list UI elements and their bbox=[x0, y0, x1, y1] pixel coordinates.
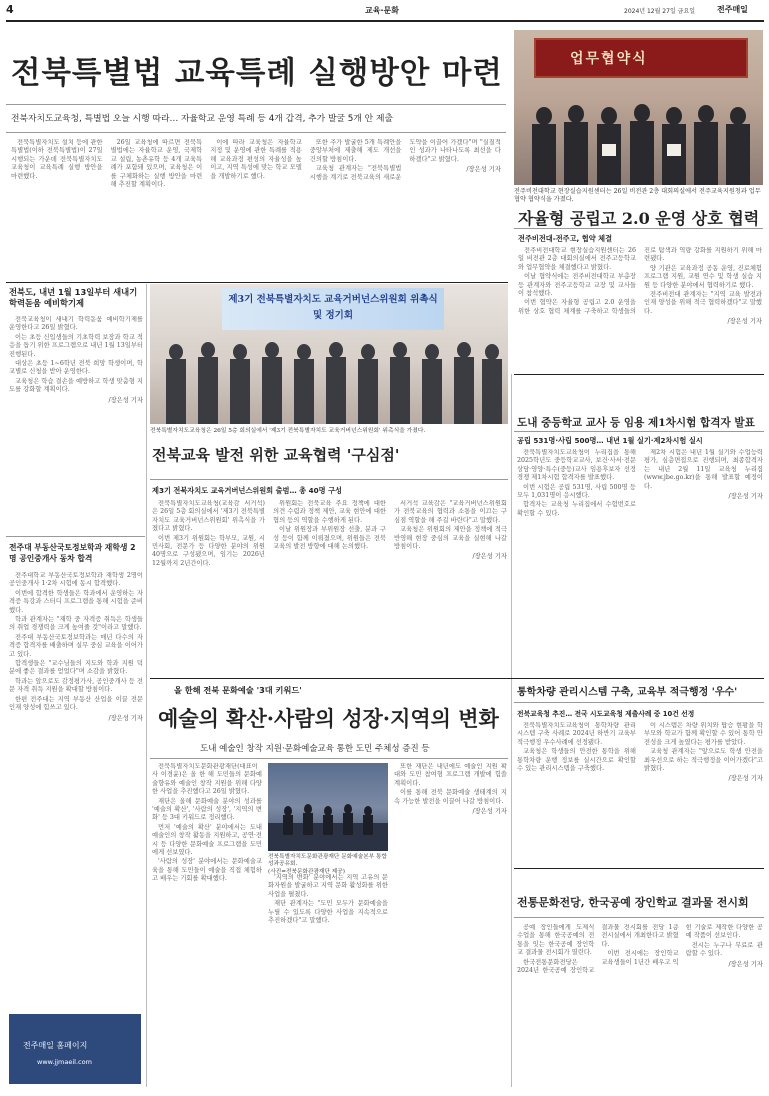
header-rule bbox=[6, 20, 764, 22]
culture-headline: 예술의 확산·사람의 성장·지역의 변화 bbox=[158, 706, 499, 731]
lead-subtitle: 전북자치도교육청, 특별법 오늘 시행 따라… 자율학교 운영 특례 등 4개 갑격, 추가 발굴 5개 안 제출 bbox=[11, 114, 393, 124]
culture-photo bbox=[268, 763, 388, 851]
page-number: 4 bbox=[6, 3, 14, 16]
governance-photo bbox=[150, 284, 508, 424]
integrity-headline: 통학차량 관리시스템 구축, 교육부 적극행정 '우수' bbox=[517, 687, 738, 698]
governance-people bbox=[150, 332, 508, 424]
vocational-body: 전주비전대학교 현장실습지원센터는 26일 비전관 2층 대회의실에서 전주고등학교와 업무협약을 체결했다고 밝혔다. 이날 협약식에는 전주비전대학교 부총장 등 관계자와 전주고등학교 교장 및 교사들이 참석했다. 이번 협약은 자율형 공립고 2.0 운영을 위한 상호 협력 체계를 구축하고 학생들의 진로 탐색과 역량 강화를 지원하기 위해 마련됐다. 양 기관은 교육과정 공동 운영, 진로체험 프로그램 지원, 교원 연수 및 학생 실습 지원 등 다양한 분야에서 협력하기로 했다. 전주비전대 관계자는 "지역 교육 발전과 인재 양성을 위해 적극 협력하겠다"고 말했다. /장은성 기자 bbox=[518, 247, 762, 326]
realestate-headline: 전주대 부동산국토정보학과 재학생 2명 공인중개사 동차 합격 bbox=[9, 543, 136, 563]
realestate-body: 전주대학교 부동산국토정보학과 재학생 2명이 공인중개사 1·2차 시험에 동시 합격했다. 이번에 합격한 학생들은 학과에서 운영하는 자격증 특강과 스터디 프로그램을 통해 시험을 준비했다. 학과 관계자는 "재학 중 자격증 취득은 학생들의 취업 경쟁력을 크게 높여줄 것"이라고 말했다. 전주대 부동산국토정보학과는 매년 다수의 자격증 합격자를 배출하며 실무 중심 교육을 이어가고 있다. 합격생들은 "교수님들의 지도와 학과 지원 덕분에 좋은 결과를 얻었다"며 소감을 밝혔다. 학과는 앞으로도 감정평가사, 공인중개사 등 전문 자격 취득 지원을 확대할 방침이다. 한편 전주대는 지역 부동산 산업을 이끌 전문 인재 양성에 힘쓰고 있다. /장은성 기자 bbox=[9, 572, 143, 722]
agreement-banner: 업무협약식 bbox=[534, 38, 748, 78]
governance-body: 전북특별자치도교육청(교육감 서거석)은 26일 5층 회의실에서 '제3기 전북특별자치도 교육거버넌스위원회' 위촉식을 가졌다고 밝혔다. 이번 제3기 위원회는 학부모, 교원, 시민사회, 전문가 등 다양한 분야의 위원 40명으로 구성됐으며, 임기는 2026년 12월까지 2년간이다. 위원회는 전북교육 주요 정책에 대한 의견 수렴과 정책 제안, 교육 현안에 대한 협의 등의 역할을 수행하게 된다. 이날 위원장과 부위원장 선출, 분과 구성 등이 함께 이뤄졌으며, 위원들은 전북교육의 발전 방향에 대해 논의했다. 서거석 교육감은 "교육거버넌스위원회가 전북교육의 협력과 소통을 이끄는 구심점 역할을 해 주길 바란다"고 말했다. 교육청은 위원회의 제안을 정책에 적극 반영해 현장 중심의 교육을 실현해 나갈 방침이다. /장은성 기자 bbox=[152, 500, 507, 567]
governance-headline: 전북교육 발전 위한 교육협력 '구심점' bbox=[152, 446, 400, 464]
prep-semester-body: 전북교육청이 새내기 학력돋움 예비학기제를 운영한다고 26일 밝혔다. 이는 초등 신입생들의 기초학력 보장과 학교 적응을 돕기 위한 프로그램으로 내년 1월 13일부터 진행된다. 대상은 초등 1~6학년 전북 희망 학생이며, 학교별로 신청을 받아 운영한다. 교육청은 학습 결손을 예방하고 학생 맞춤형 지도를 강화할 계획이다. /장은성 기자 bbox=[9, 316, 143, 404]
brand-name: 전주매일 bbox=[717, 5, 748, 14]
craft-headline: 전통문화전당, 한국공예 장인학교 결과물 전시회 bbox=[517, 896, 749, 909]
governance-banner: 제3기 전북특별자치도 교육거버넌스위원회 위촉식 및 정기회 bbox=[222, 288, 444, 330]
homepage-ad[interactable] bbox=[9, 1014, 141, 1084]
culture-kicker: 올 한해 전북 문화예술 '3대 키워드' bbox=[174, 685, 302, 695]
issue-date: 2024년 12월 27일 금요일 bbox=[624, 8, 696, 15]
culture-body-right: 또한 재단은 내년에도 예술인 지원 확대와 도민 참여형 프로그램 개발에 힘쓸 계획이다. 이를 통해 전북 문화예술 생태계의 지속 가능한 발전을 이끌어 나갈 방침이다. /장은성 기자 bbox=[394, 763, 507, 816]
vocational-headline: 자율형 공립고 2.0 운영 상호 협력 bbox=[518, 209, 760, 228]
vocational-subtitle: 전주비전대-전주고, 협약 체결 bbox=[518, 234, 613, 243]
lead-headline: 전북특별법 교육특례 실행방안 마련 bbox=[11, 55, 503, 91]
photo-people-back bbox=[514, 96, 763, 185]
exam-body: 전북특별자치도교육청이 누리집을 통해 2025학년도 중등학교교사, 보건·사서·전문상담·영양·특수(중등)교사 임용후보자 선정경쟁 제1차시험 합격자를 발표했다. 이번 시험은 공립 531명, 사립 500명 등 모두 1,031명이 응시했다. 합격자는 교육청 누리집에서 수험번호로 확인할 수 있다. 제2차 시험은 내년 1월 실기와 수업능력 평가, 심층면접으로 진행되며, 최종합격자는 내년 2월 11일 교육청 누리집(www.jbe.go.kr)을 통해 발표할 예정이다. /장은성 기자 bbox=[517, 449, 763, 517]
agreement-caption: 전주비전대학교 현장실습지원센터는 26일 비전관 2층 대회의실에서 전주교육지원청과 업무협약 협약식을 가졌다. bbox=[514, 188, 761, 203]
exam-subtitle: 공립 531명·사립 500명… 내년 1월 실기·제2차시험 실시 bbox=[517, 436, 703, 445]
agreement-photo bbox=[514, 30, 763, 185]
homepage-ad-url[interactable]: www.jjmaeil.com bbox=[37, 1058, 92, 1066]
culture-body-mid: '지역의 변화' 분야에서는 지역 고유의 문화자원을 발굴하고 지역 문화 활성화를 위한 사업을 펼쳤다. 재단 관계자는 "도민 모두가 문화예술을 누릴 수 있도록 다양한 사업을 지속적으로 추진하겠다"고 말했다. bbox=[268, 874, 388, 925]
homepage-ad-title: 전주매일 홈페이지 bbox=[23, 1041, 88, 1050]
lead-body: 전북특별자치도 설치 등에 관한 특별법(이하 전북특별법)이 27일 시행되는 가운데 전북특별자치도교육청이 교육특례 실행 방안을 마련했다. 26일 교육청에 따르면 전북특별법에는 자율학교 운영, 국제학교 설립, 농촌유학 등 4개 교육특례가 포함돼 있으며, 교육청은 이를 구체화하는 실행 방안을 마련해 추진할 계획이다. 이에 따라 교육청은 자율학교 지정 및 운영에 관한 특례를 적용해 교육과정 편성의 자율성을 높이고, 지역 특성에 맞는 학교 모델을 개발하기로 했다. 또한 추가 발굴한 5개 특례안을 중앙부처에 제출해 제도 개선을 건의할 방침이다. 교육청 관계자는 "전북특별법 시행을 계기로 전북교육의 새로운 도약을 이끌어 가겠다"며 "실질적인 성과가 나타나도록 최선을 다하겠다"고 밝혔다. /장은성 기자 bbox=[11, 139, 501, 189]
culture-subtitle: 도내 예술인 창작 지원·문화예술교육 통한 도민 주체성 증진 등 bbox=[200, 744, 430, 754]
governance-caption: 전북특별자치도교육청은 26일 5층 회의실에서 '제3기 전북특별자치도 교육거버넌스위원회' 위촉식을 가졌다. bbox=[150, 428, 426, 434]
prep-semester-headline: 전북도, 내년 1월 13일부터 새내기 학력돋움 예비학기제 bbox=[9, 287, 138, 308]
culture-body-left: 전북특별자치도문화관광재단(대표이사 이경윤)은 올 한 해 도민들의 문화예술향유와 예술인 창작 지원을 위해 다양한 사업을 추진했다고 26일 밝혔다. 재단은 올해 문화예술 분야의 성과를 '예술의 확산', '사람의 성장', '지역의 변화' 등 3대 키워드로 정리했다. 먼저 '예술의 확산' 분야에서는 도내 예술인의 창작 활동을 지원하고, 공연·전시 등 다양한 문화예술 프로그램을 도민에게 선보였다. '사람의 성장' 분야에서는 문화예술교육을 통해 도민들이 예술을 직접 체험하고 배우는 기회를 확대했다. bbox=[152, 763, 262, 883]
section-name: 교육·문화 bbox=[365, 6, 399, 15]
culture-stage-people bbox=[268, 763, 388, 851]
integrity-subtitle: 전북교육청 추진… 전국 시도교육청 제출사례 중 10건 선정 bbox=[517, 710, 695, 718]
integrity-body: 전북특별자치도교육청이 통학차량 관리시스템 구축 사례로 2024년 하반기 교육부 적극행정 우수사례에 선정됐다. 교육청은 학생들의 안전한 통학을 위해 통학차량 운행 정보를 실시간으로 확인할 수 있는 관리시스템을 구축했다. 이 시스템은 차량 위치와 탑승 현황을 학부모와 학교가 함께 확인할 수 있어 통학 안전성을 크게 높였다는 평가를 받았다. 교육청 관계자는 "앞으로도 학생 안전을 최우선으로 하는 적극행정을 이어가겠다"고 밝혔다. /장은성 기자 bbox=[517, 722, 763, 783]
governance-subtitle: 제3기 전북자치도 교육거버넌스위원회 출범… 총 40명 구성 bbox=[152, 486, 342, 495]
culture-caption: 전북특별자치도문화관광재단 문화예술본부 통합 성과공유회. (사진=전북문화관광재단 제공) bbox=[268, 854, 387, 875]
people-silhouettes bbox=[514, 96, 763, 185]
exam-headline: 도내 중등학교 교사 등 임용 제1차시험 합격자 발표 bbox=[517, 417, 755, 429]
craft-body: 공예 장인들에게 도제식 수업을 통해 한국공예의 전통을 잇는 한국공예 장인학교 결과물 전시회가 열린다. 한국전통문화전당은 2024년 한국공예 장인학교 결과물 전시회를 전당 1층 전시실에서 개최한다고 밝혔다. 이번 전시에는 장인학교 교육생들이 1년간 배우고 익힌 기술로 제작한 다양한 공예 작품이 선보인다. 전시는 누구나 무료로 관람할 수 있다. /장은성 기자 bbox=[517, 924, 763, 975]
